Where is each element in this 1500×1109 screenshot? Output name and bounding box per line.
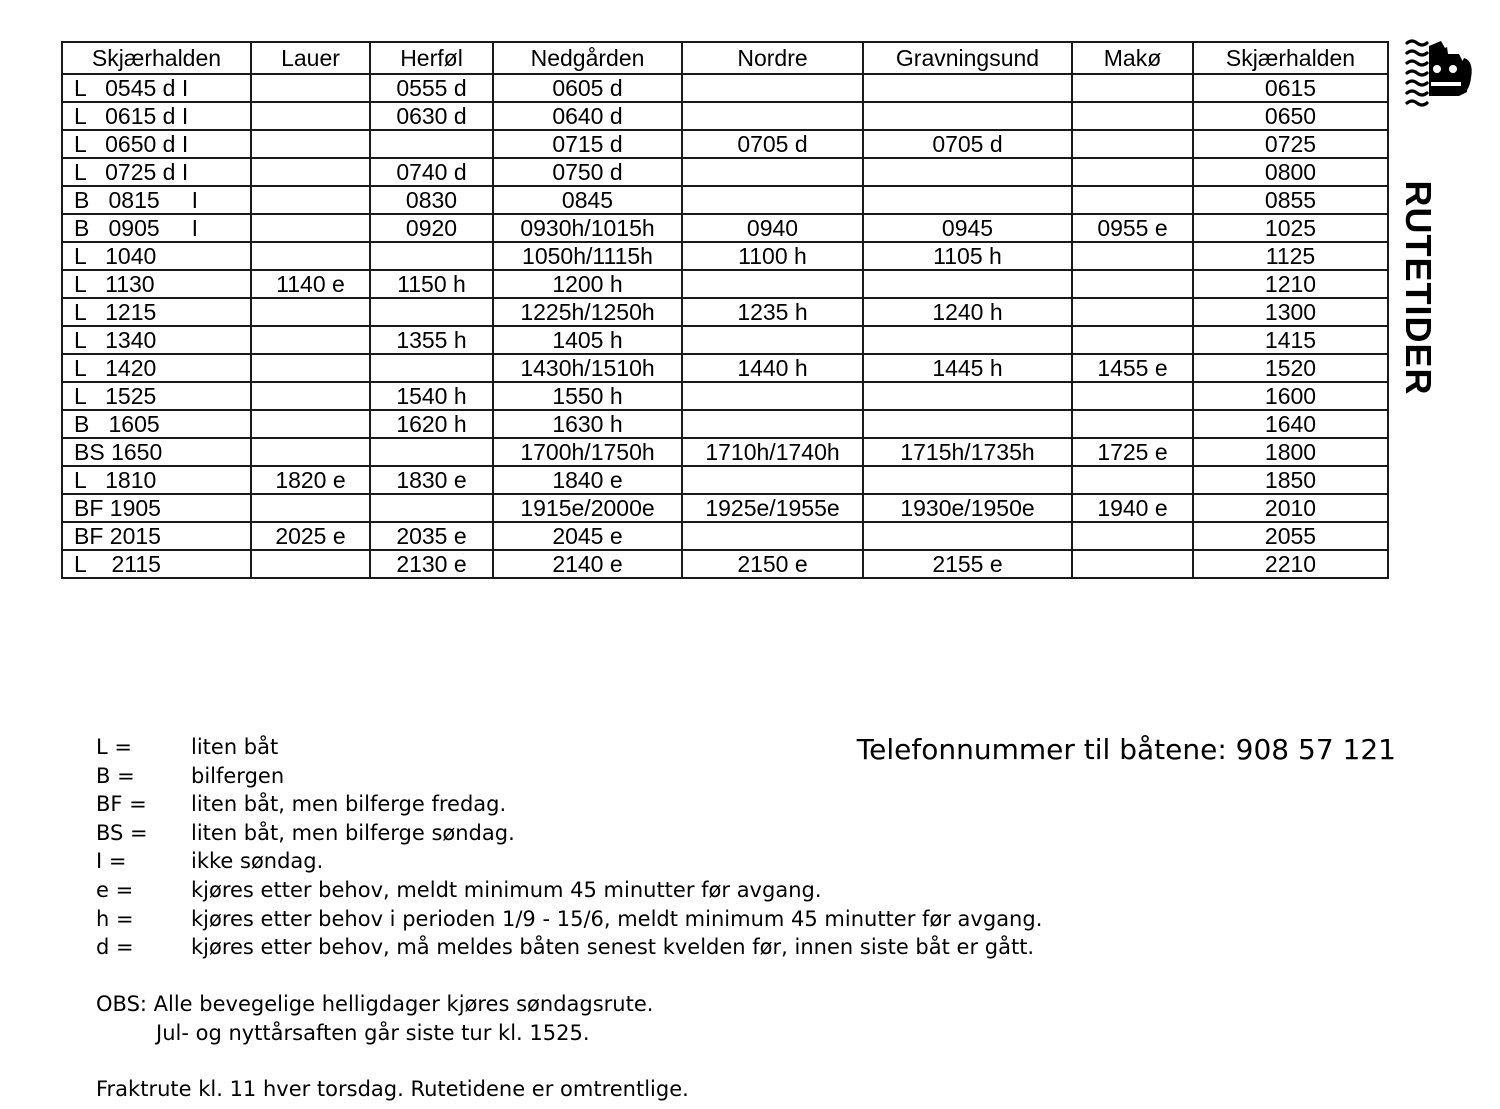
table-cell	[863, 326, 1072, 354]
table-cell: L 1810	[62, 466, 251, 494]
table-cell	[1072, 466, 1193, 494]
table-cell: 0940	[682, 214, 863, 242]
table-cell	[682, 522, 863, 550]
table-cell: BF 2015	[62, 522, 251, 550]
legend	[96, 733, 1042, 962]
table-cell: 0955 e	[1072, 214, 1193, 242]
table-cell	[251, 214, 370, 242]
table-cell: 1210	[1193, 270, 1388, 298]
table-cell: 1700h/1750h	[493, 438, 682, 466]
legend-text: bilfergen	[191, 763, 285, 788]
table-cell	[251, 158, 370, 186]
table-cell: 0630 d	[370, 102, 493, 130]
table-cell: 1125	[1193, 242, 1388, 270]
legend-key: d =	[96, 935, 134, 960]
table-cell: 2035 e	[370, 522, 493, 550]
table-cell	[1072, 242, 1193, 270]
table-cell: 1300	[1193, 298, 1388, 326]
legend-key: I =	[96, 849, 127, 874]
table-cell	[1072, 410, 1193, 438]
table-row	[62, 494, 1388, 522]
table-cell	[1072, 74, 1193, 102]
table-row	[62, 74, 1388, 102]
table-cell	[370, 242, 493, 270]
table-row	[62, 270, 1388, 298]
table-cell: 2155 e	[863, 550, 1072, 578]
table-cell: 0650	[1193, 102, 1388, 130]
table-cell: B 0905 I	[62, 214, 251, 242]
table-cell: B 1605	[62, 410, 251, 438]
table-cell: L 1130	[62, 270, 251, 298]
legend-item	[96, 905, 1042, 934]
freight-note: Fraktrute kl. 11 hver torsdag. Rutetidene er omtrentlige.	[96, 1077, 689, 1102]
table-row	[62, 550, 1388, 578]
table-cell: 1550 h	[493, 382, 682, 410]
column-header: Skjærhalden	[62, 42, 251, 74]
table-cell	[251, 550, 370, 578]
table-row	[62, 158, 1388, 186]
legend-text: liten båt, men bilferge søndag.	[191, 820, 515, 845]
header-row	[62, 42, 1388, 74]
timetable	[61, 41, 1389, 579]
table-cell: 1520	[1193, 354, 1388, 382]
table-cell: 1240 h	[863, 298, 1072, 326]
table-cell	[863, 158, 1072, 186]
legend-item	[96, 790, 1042, 819]
table-cell	[682, 382, 863, 410]
page-title-vertical	[1388, 180, 1448, 396]
table-cell: 1840 e	[493, 466, 682, 494]
table-cell	[251, 326, 370, 354]
table-cell	[370, 354, 493, 382]
table-row	[62, 522, 1388, 550]
table-cell	[251, 354, 370, 382]
table-cell: BF 1905	[62, 494, 251, 522]
table-cell: 1930e/1950e	[863, 494, 1072, 522]
legend-text: kjøres etter behov, meldt minimum 45 minutter før avgang.	[191, 877, 822, 902]
column-header: Lauer	[251, 42, 370, 74]
table-cell: 2210	[1193, 550, 1388, 578]
table-cell: 1925e/1955e	[682, 494, 863, 522]
table-cell: 1640	[1193, 410, 1388, 438]
table-cell: L 1525	[62, 382, 251, 410]
table-cell: 2150 e	[682, 550, 863, 578]
legend-key: e =	[96, 877, 134, 902]
table-cell: 1430h/1510h	[493, 354, 682, 382]
table-cell: 1915e/2000e	[493, 494, 682, 522]
table-cell: L 1340	[62, 326, 251, 354]
column-header: Nordre	[682, 42, 863, 74]
table-cell	[682, 158, 863, 186]
table-cell	[251, 298, 370, 326]
legend-key: BS =	[96, 820, 148, 845]
table-cell: 1715h/1735h	[863, 438, 1072, 466]
table-cell: 1415	[1193, 326, 1388, 354]
legend-key: B =	[96, 763, 135, 788]
obs-note: OBS: Alle bevegelige helligdager kjøres søndagsrute.	[96, 992, 654, 1016]
table-cell	[682, 466, 863, 494]
table-cell	[1072, 186, 1193, 214]
table-cell	[251, 410, 370, 438]
legend-text: liten båt	[191, 735, 279, 759]
table-cell: 1940 e	[1072, 494, 1193, 522]
table-cell: 0930h/1015h	[493, 214, 682, 242]
table-cell: L 0545 d I	[62, 74, 251, 102]
table-cell: 1225h/1250h	[493, 298, 682, 326]
table-cell: 1540 h	[370, 382, 493, 410]
ferry-boat-logo-icon	[1401, 38, 1477, 108]
legend-text: kjøres etter behov, må meldes båten senest kvelden før, innen siste båt er gått.	[191, 935, 1035, 960]
table-cell	[1072, 522, 1193, 550]
table-row	[62, 130, 1388, 158]
column-header: Skjærhalden	[1193, 42, 1388, 74]
table-row	[62, 354, 1388, 382]
table-cell: 1630 h	[493, 410, 682, 438]
table-cell	[863, 410, 1072, 438]
table-cell	[251, 130, 370, 158]
table-cell: 1440 h	[682, 354, 863, 382]
table-cell	[1072, 550, 1193, 578]
table-cell	[682, 186, 863, 214]
table-row	[62, 326, 1388, 354]
legend-item	[96, 847, 1042, 876]
table-cell	[863, 382, 1072, 410]
table-cell: 1725 e	[1072, 438, 1193, 466]
table-row	[62, 410, 1388, 438]
table-cell	[1072, 326, 1193, 354]
legend-key: BF =	[96, 792, 147, 817]
table-cell: L 1040	[62, 242, 251, 270]
table-cell: 0715 d	[493, 130, 682, 158]
table-cell	[863, 522, 1072, 550]
table-cell	[863, 102, 1072, 130]
table-cell: 0555 d	[370, 74, 493, 102]
table-cell: 0605 d	[493, 74, 682, 102]
table-cell: 1600	[1193, 382, 1388, 410]
table-cell: 0725	[1193, 130, 1388, 158]
table-cell: 1355 h	[370, 326, 493, 354]
table-cell: 1200 h	[493, 270, 682, 298]
table-cell	[251, 186, 370, 214]
table-cell	[1072, 298, 1193, 326]
table-cell: 1710h/1740h	[682, 438, 863, 466]
table-cell: 0855	[1193, 186, 1388, 214]
table-row	[62, 466, 1388, 494]
column-header: Makø	[1072, 42, 1193, 74]
table-cell	[251, 74, 370, 102]
column-header: Nedgården	[493, 42, 682, 74]
table-cell	[863, 186, 1072, 214]
table-cell: 1105 h	[863, 242, 1072, 270]
table-cell: BS 1650	[62, 438, 251, 466]
table-row	[62, 438, 1388, 466]
legend-key: L =	[96, 735, 132, 759]
legend-text: ikke søndag.	[191, 849, 324, 874]
column-header: Herføl	[370, 42, 493, 74]
table-cell: 0750 d	[493, 158, 682, 186]
table-cell: 0830	[370, 186, 493, 214]
table-cell: L 0725 d I	[62, 158, 251, 186]
table-cell	[863, 466, 1072, 494]
table-cell	[863, 270, 1072, 298]
table-cell	[682, 270, 863, 298]
table-cell	[1072, 130, 1193, 158]
table-row	[62, 298, 1388, 326]
table-cell	[1072, 102, 1193, 130]
timetable-body	[62, 42, 1388, 578]
table-row	[62, 102, 1388, 130]
table-cell: 0705 d	[863, 130, 1072, 158]
column-header: Gravningsund	[863, 42, 1072, 74]
table-cell: 1050h/1115h	[493, 242, 682, 270]
table-cell	[370, 494, 493, 522]
table-cell: 1445 h	[863, 354, 1072, 382]
table-cell: 1455 e	[1072, 354, 1193, 382]
table-cell: 0740 d	[370, 158, 493, 186]
table-cell: 1620 h	[370, 410, 493, 438]
table-cell	[251, 438, 370, 466]
table-cell	[370, 298, 493, 326]
table-cell	[682, 74, 863, 102]
table-cell: 2025 e	[251, 522, 370, 550]
table-cell: 1025	[1193, 214, 1388, 242]
table-cell: 1140 e	[251, 270, 370, 298]
phone-number: Telefonnummer til båtene: 908 57 121	[856, 733, 1396, 766]
table-row	[62, 382, 1388, 410]
table-cell	[682, 326, 863, 354]
table-cell: 1820 e	[251, 466, 370, 494]
table-cell	[1072, 382, 1193, 410]
table-cell: 0705 d	[682, 130, 863, 158]
table-cell: 1800	[1193, 438, 1388, 466]
table-cell: 2130 e	[370, 550, 493, 578]
table-cell: L 1215	[62, 298, 251, 326]
legend-item	[96, 819, 1042, 848]
table-cell	[682, 102, 863, 130]
table-cell: 0640 d	[493, 102, 682, 130]
table-cell: 1405 h	[493, 326, 682, 354]
table-cell: 2045 e	[493, 522, 682, 550]
table-cell	[251, 382, 370, 410]
table-cell: 2140 e	[493, 550, 682, 578]
table-cell: B 0815 I	[62, 186, 251, 214]
legend-text: liten båt, men bilferge fredag.	[191, 792, 507, 817]
table-cell: L 2115	[62, 550, 251, 578]
page-title: RUTETIDER	[1398, 180, 1439, 396]
table-row	[62, 186, 1388, 214]
table-cell	[1072, 270, 1193, 298]
legend-text: kjøres etter behov i perioden 1/9 - 15/6, meldt minimum 45 minutter før avgang.	[191, 906, 1043, 931]
table-cell	[370, 438, 493, 466]
legend-item	[96, 933, 1042, 962]
table-cell: 2055	[1193, 522, 1388, 550]
table-cell: 1150 h	[370, 270, 493, 298]
table-cell: 1850	[1193, 466, 1388, 494]
table-cell	[863, 74, 1072, 102]
table-row	[62, 242, 1388, 270]
legend-key: h =	[96, 906, 134, 931]
table-cell: 1830 e	[370, 466, 493, 494]
table-cell	[251, 242, 370, 270]
table-cell	[251, 494, 370, 522]
table-cell: 2010	[1193, 494, 1388, 522]
table-cell	[370, 130, 493, 158]
obs-note-holiday: Jul- og nyttårsaften går siste tur kl. 1525.	[156, 1020, 590, 1045]
table-cell: 0920	[370, 214, 493, 242]
table-cell: 1235 h	[682, 298, 863, 326]
notes	[96, 990, 689, 1104]
table-cell: 0845	[493, 186, 682, 214]
table-cell: L 0650 d I	[62, 130, 251, 158]
table-cell: L 0615 d I	[62, 102, 251, 130]
table-cell: 0945	[863, 214, 1072, 242]
table-row	[62, 214, 1388, 242]
table-cell	[251, 102, 370, 130]
table-cell: L 1420	[62, 354, 251, 382]
table-cell	[682, 410, 863, 438]
table-cell: 0800	[1193, 158, 1388, 186]
table-cell	[1072, 158, 1193, 186]
legend-item	[96, 876, 1042, 905]
table-cell: 0615	[1193, 74, 1388, 102]
table-cell: 1100 h	[682, 242, 863, 270]
